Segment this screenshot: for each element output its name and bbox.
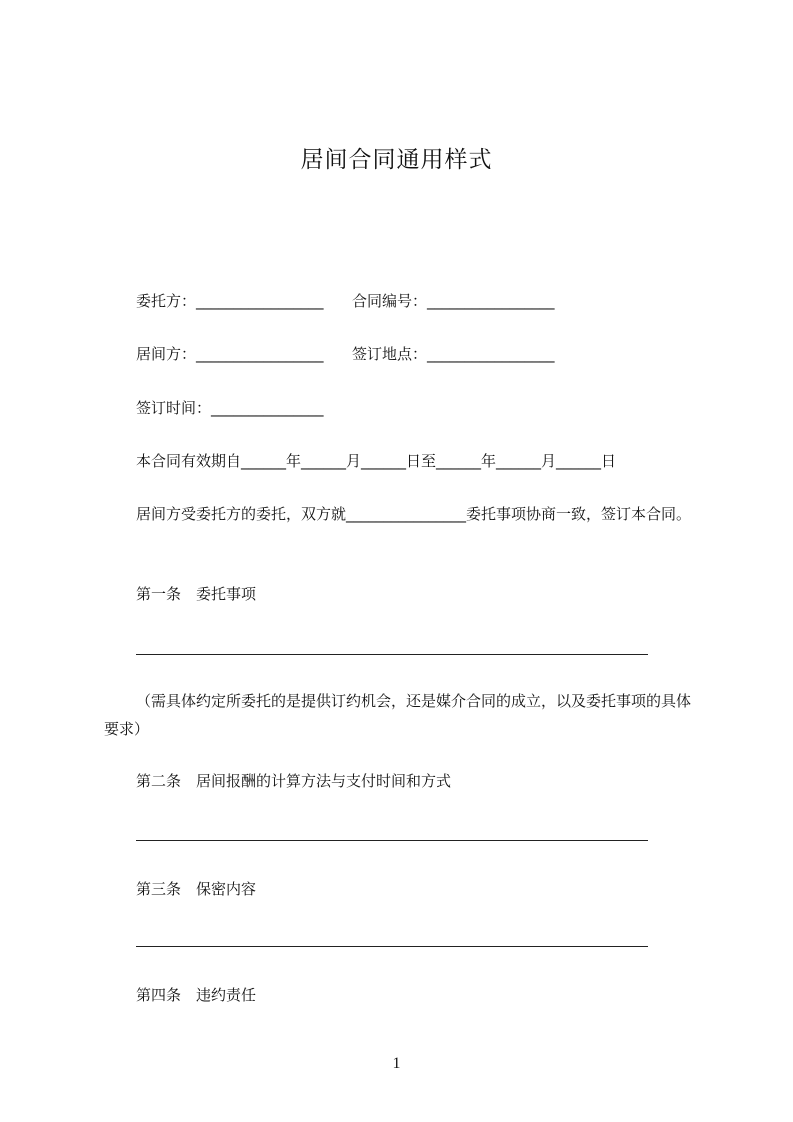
article-4-heading: 第四条 违约责任 <box>136 986 257 1004</box>
validity-period: 本合同有效期自______年______月______日至______年______月______日 <box>136 452 617 470</box>
preamble-paragraph: 居间方受委托方的委托，双方就________________委托事项协商一致，签订本合同。 <box>136 505 692 523</box>
document-title: 居间合同通用样式 <box>300 147 493 173</box>
client-field: 委托方：_________________ <box>136 292 324 310</box>
article-3-fill-line <box>136 946 648 947</box>
article-1-note: （需具体约定所委托的是提供订约机会，还是媒介合同的成立，以及委托事项的具体要求） <box>104 692 692 738</box>
article-3-heading: 第三条 保密内容 <box>136 880 257 898</box>
article-1-heading: 第一条 委托事项 <box>136 585 257 603</box>
article-1-fill-line <box>136 654 648 655</box>
contract-number-field: 合同编号：_________________ <box>352 292 555 310</box>
article-2-heading: 第二条 居间报酬的计算方法与支付时间和方式 <box>136 772 452 790</box>
article-2-fill-line <box>136 840 648 841</box>
broker-field: 居间方：_________________ <box>136 345 324 363</box>
sign-place-field: 签订地点：_________________ <box>352 345 555 363</box>
sign-time-field: 签订时间：_______________ <box>136 399 324 417</box>
page-number: 1 <box>392 1055 401 1072</box>
